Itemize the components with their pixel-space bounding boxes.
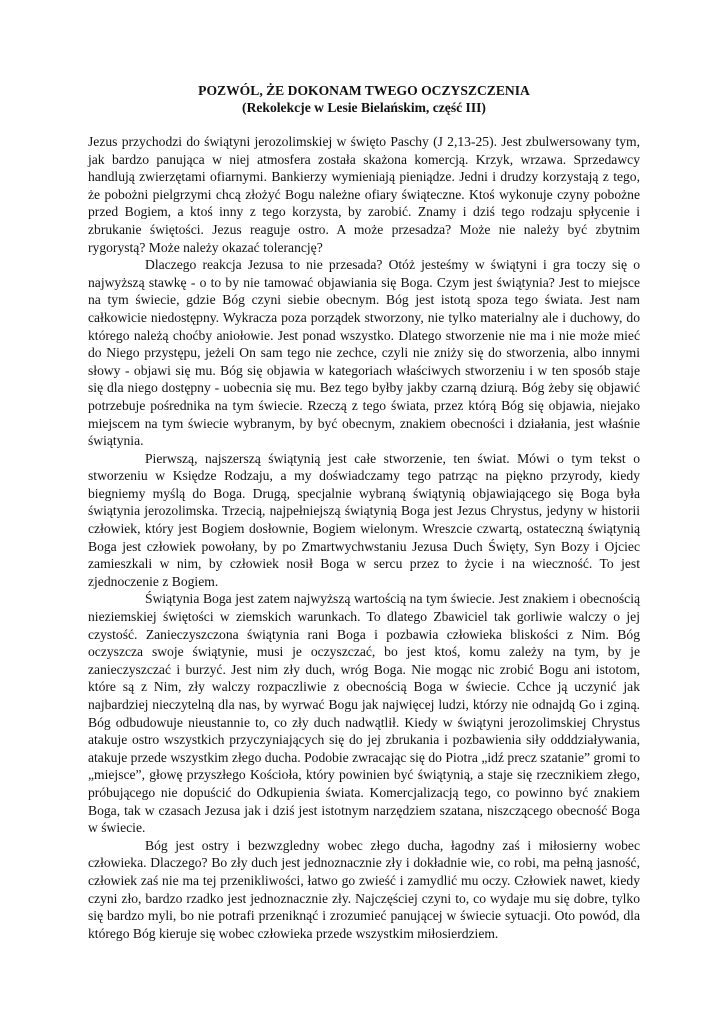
paragraph-2: Dlaczego reakcja Jezusa to nie przesada? Otóż jesteśmy w świątyni i gra toczy się o najwyższą stawkę - o to by nie tamować objawiania się Boga. Czym jest świątynia? Jest to miejsce na tym świecie, gdzie Bóg czyni siebie obecnym. Bóg jest istotą spoza tego świata. Jest nam całkowicie niedostępny. Wykracza poza porządek stworzony, nie tylko materialny ale i duchowy, do którego należą choćby aniołowie. Jest ponad wszystko. Dlatego stworzenie nie ma i nie może mieć do Niego przystępu, jeżeli On sam tego nie zechce, czyli nie zniży się do stworzenia, albo innymi słowy - objawi się mu. Bóg się objawia w kategoriach właściwych stworzeniu i w ten sposób staje się dla niego dostępny - uobecnia się mu. Bez tego byłby jakby czarną dziurą. Bóg żeby się objawić potrzebuje pośrednika na tym świecie. Rzeczą z tego świata, przez którą Bóg się objawia, niejako miejscem na tym świecie wybranym, by być obecnym, znakiem obecności i działania, jest właśnie świątynia. [88,257,640,449]
paragraph-4: Świątynia Boga jest zatem najwyższą wartością na tym świecie. Jest znakiem i obecnością nieziemskiej świętości w ziemskich warunkach. To dlatego Zbawiciel tak gorliwie walczy o jej czystość. Zanieczyszczona świątynia rani Boga i pozbawia człowieka bliskości z Nim. Bóg oczyszcza swoje świątynie, musi je oczyszczać, bo jest ktoś, komu zależy na tym, by je zanieczyszczać i burzyć. Jest nim zły duch, wróg Boga. Nie mogąc nic zrobić Bogu ani istotom, które są z Nim, zły walczy rozpaczliwie z obecnością Boga w świecie. Cchce ją uczynić jak najbardziej nieczytelną dla nas, by wyrwać Bogu jak najwięcej ludzi, którzy nie odnajdą Go i zginą. Bóg odbudowuje nieustannie to, co zły duch nadwątlił. Kiedy w świątyni jerozolimskiej Chrystus atakuje ostro wszystkich przyczyniających się do jej zbrukania i pozbawienia siły odddziaływania, atakuje przede wszystkim złego ducha. Podobie zwracając się do Piotra „idź precz szatanie” gromi to „miejsce”, głowę przyszłego Kościoła, który powinien być świątynią, a staje się rzecznikiem złego, próbującego nie dopuścić do Odkupienia świata. Komercjalizacją tego, co powinno być znakiem Boga, tak w czasach Jezusa jak i dziś jest istotnym narzędziem szatana, niszczącego obecność Boga w świecie. [88,591,640,836]
paragraph-5: Bóg jest ostry i bezwzgledny wobec złego ducha, łagodny zaś i miłosierny wobec człowieka. Dlaczego? Bo zły duch jest jednoznacznie zły i dokładnie wie, co robi, ma pełną jasność, człowiek zaś nie ma tej przenikliwości, łatwo go zwieść i zamydlić mu oczy. Człowiek nawet, kiedy czyni zło, bardzo rzadko jest jednoznacznie zły. Najczęściej czyni to, co wydaje mu się dobre, tylko się bardzo myli, bo nie potrafi przeniknąć i zrozumieć panującej w świecie sytuacji. Oto powód, dla którego Bóg kieruje się wobec człowieka przede wszystkim miłosierdziem. [88,837,640,941]
document-title: POZWÓL, ŻE DOKONAM TWEGO OCZYSZCZENIA [198,83,530,98]
paragraph-1: Jezus przychodzi do świątyni jerozolimskiej w święto Paschy (J 2,13-25). Jest zbulwersowany tym, jak bardzo panująca w niej atmosfera została skażona komercją. Krzyk, wrzawa. Sprzedawcy handlują zwierzętami ofiarnymi. Bankierzy wymieniają pieniądze. Jedni i drudzy korzystają z tego, że pobożni pielgrzymi chcą złożyć Bogu należne ofiary świąteczne. Ktoś wykonuje czyny pobożne przed Bogiem, a ktoś inny z tego korzysta, by zarobić. Znamy i dziś tego rodzaju spłycenie i zbrukanie świętości. Jezus reaguje ostro. A może przesadza? Może nie należy być zbytnim rygorystą? Może należy okazać tolerancję? [88,134,640,255]
document-page [88,82,640,942]
paragraph-3: Pierwszą, najszerszą świątynią jest całe stworzenie, ten świat. Mówi o tym tekst o stworzeniu w Księdze Rodzaju, a my doświadczamy tego patrząc na piękno przyrody, kiedy biegniemy myślą do Boga. Drugą, specjalnie wybraną świątynią objawiającego się Boga była świątynia jerozolimska. Trzecią, najpełniejszą świątynią Boga jest Jezus Chrystus, jedyny w historii człowiek, który jest Bogiem dosłownie, Bogiem wielonym. Wreszcie czwartą, ostateczną świątynią Boga jest człowiek powołany, by po Zmartwychwstaniu Jezusa Duch Święty, Syn Bozy i Ojciec zamieszkali w nim, by człowiek nosił Boga w sercu przez to życie i na wieczność. To jest zjednoczenie z Bogiem. [88,450,640,589]
document-subtitle: (Rekolekcje w Lesie Bielańskim, część III) [242,100,486,115]
